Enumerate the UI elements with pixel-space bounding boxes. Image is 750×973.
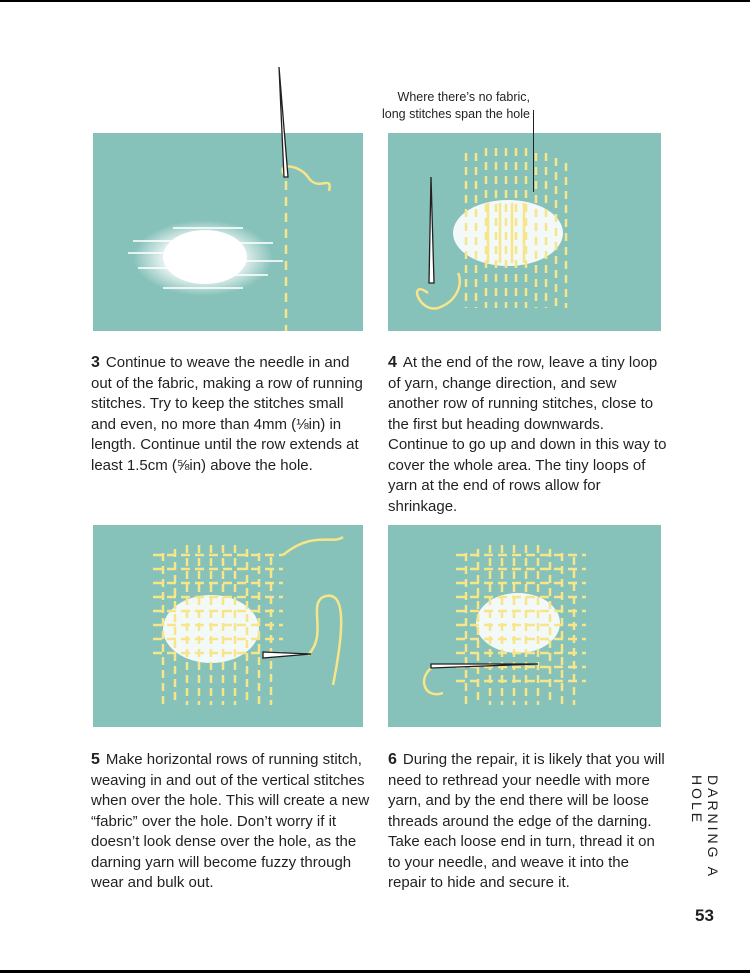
illustration-step-6 <box>388 525 661 727</box>
step-3 <box>91 353 371 476</box>
step-text: Continue to weave the needle in and out of the fabric, making a row of running stitches. Try to keep the stitches small and even, no more than 4mm (⅛in) in length. Continue until the row extends at least 1.5cm (⅝in) above the hole. <box>91 354 363 474</box>
illustration-step-5 <box>93 525 363 727</box>
step-6 <box>388 750 668 894</box>
callout-text <box>330 89 530 123</box>
step-4 <box>388 353 668 517</box>
callout-line-1: Where there’s no fabric, <box>397 90 530 104</box>
section-label: DARNING A HOLE <box>689 775 721 879</box>
stitch-illustration-3 <box>93 133 363 331</box>
step-number: 4 <box>388 354 397 371</box>
page-number: 53 <box>695 906 714 925</box>
illustration-step-3 <box>93 133 363 331</box>
top-rule <box>0 0 750 2</box>
step-number: 5 <box>91 751 100 768</box>
stitch-illustration-6 <box>388 525 661 727</box>
step-number: 3 <box>91 354 100 371</box>
stitch-illustration-5 <box>93 525 363 727</box>
step-text: At the end of the row, leave a tiny loop of yarn, change direction, and sew another row of running stitches, close to the first but heading downwards. Continue to go up and down in this way to cover the whole area. The tiny loops of yarn at the end of rows allow for shrinkage. <box>388 354 667 515</box>
step-text: During the repair, it is likely that you will need to rethread your needle with more yarn, and by the end there will be loose threads around the edge of the darning. Take each loose end in turn, thread it on to your needle, and weave it into the repair to hide and secure it. <box>388 751 665 891</box>
callout-pointer <box>533 110 534 192</box>
illustration-step-4 <box>388 133 661 331</box>
step-text: Make horizontal rows of running stitch, weaving in and out of the vertical stitches when over the hole. This will create a new “fabric” over the hole. Don’t worry if it doesn’t look dense over the hole, as the darning yarn will become fuzzy through wear and bulk out. <box>91 751 370 891</box>
step-5 <box>91 750 371 894</box>
step-number: 6 <box>388 751 397 768</box>
stitch-illustration-4 <box>388 133 661 331</box>
callout-line-2: long stitches span the hole <box>381 107 530 121</box>
